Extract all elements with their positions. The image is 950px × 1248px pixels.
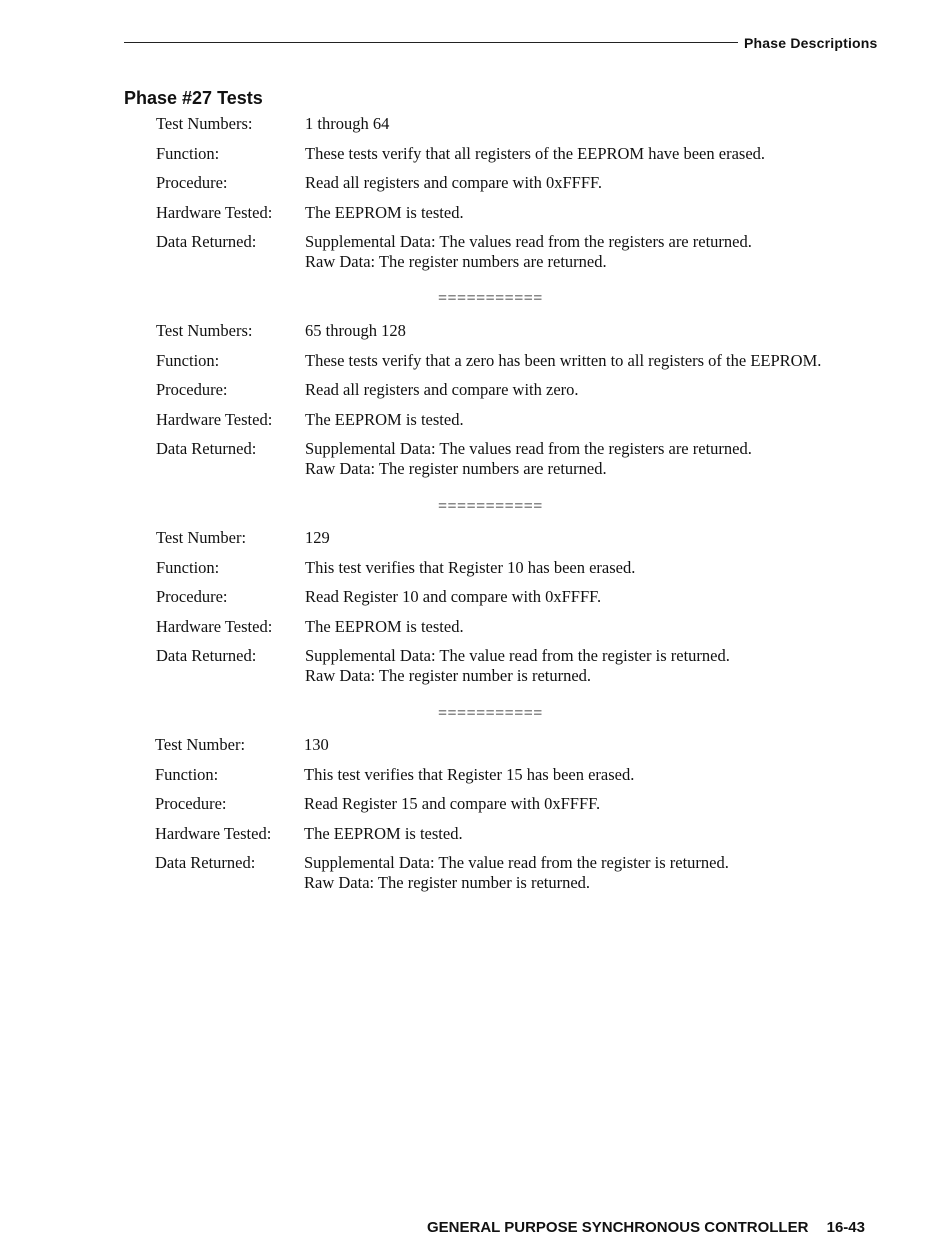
test-number-label: Test Number:: [155, 735, 246, 754]
raw-data-line: Raw Data: The register numbers are returned.: [305, 252, 607, 271]
phase-heading: Phase #27 Tests: [124, 88, 263, 108]
data-returned-label: Data Returned:: [155, 853, 256, 872]
page-number: 16-43: [826, 1219, 865, 1236]
hardware-tested-row: [156, 617, 896, 637]
procedure-row: [156, 380, 896, 400]
data-returned-value: [305, 439, 896, 479]
data-returned-label: Data Returned:: [156, 232, 257, 251]
running-header-title: Phase Descriptions: [744, 35, 878, 51]
supplemental-data-line: Supplemental Data: The values read from the registers are returned.: [305, 439, 752, 458]
data-returned-row: [156, 439, 896, 479]
function-row: [155, 765, 895, 785]
test-number-row: [156, 528, 896, 548]
function-label: Function:: [156, 350, 220, 370]
procedure-value: Read Register 10 and compare with 0xFFFF.: [305, 587, 602, 606]
function-row: [156, 558, 896, 578]
procedure-row: [156, 587, 896, 607]
data-returned-value: [304, 853, 895, 893]
raw-data-line: Raw Data: The register number is returned.: [305, 666, 592, 685]
procedure-row: [156, 173, 896, 193]
data-returned-label: Data Returned:: [156, 439, 257, 458]
procedure-label: Procedure:: [155, 794, 227, 813]
function-label: Function:: [156, 143, 220, 163]
test-numbers-label: Test Numbers:: [156, 114, 253, 133]
supplemental-data-line: Supplemental Data: The value read from the register is returned.: [305, 646, 730, 665]
test-block-65-128: [156, 321, 896, 489]
hardware-tested-value: The EEPROM is tested.: [305, 202, 464, 222]
separator-1: ===========: [438, 290, 543, 307]
hardware-tested-label: Hardware Tested:: [156, 202, 273, 222]
data-returned-label: Data Returned:: [156, 646, 257, 665]
data-returned-value: [305, 646, 896, 686]
function-label: Function:: [156, 557, 220, 577]
test-numbers-value: 1 through 64: [305, 114, 390, 133]
manual-title: GENERAL PURPOSE SYNCHRONOUS CONTROLLER: [427, 1219, 809, 1236]
data-returned-row: [156, 646, 896, 686]
procedure-value: Read Register 15 and compare with 0xFFFF.: [304, 794, 601, 813]
function-value: These tests verify that all registers of the EEPROM have been erased.: [305, 143, 766, 163]
data-returned-row: [156, 232, 896, 272]
hardware-tested-value: The EEPROM is tested.: [305, 409, 464, 429]
data-returned-row: [155, 853, 895, 893]
function-row: [156, 144, 896, 164]
hardware-tested-label: Hardware Tested:: [156, 616, 273, 636]
function-value: This test verifies that Register 15 has been erased.: [304, 764, 635, 784]
test-number-value: 130: [304, 735, 329, 754]
test-numbers-row: [156, 321, 896, 341]
procedure-label: Procedure:: [156, 380, 228, 399]
procedure-value: Read all registers and compare with 0xFFFF.: [305, 173, 603, 192]
procedure-label: Procedure:: [156, 173, 228, 192]
raw-data-line: Raw Data: The register numbers are returned.: [305, 459, 607, 478]
function-value: These tests verify that a zero has been written to all registers of the EEPROM.: [305, 350, 822, 370]
test-number-label: Test Number:: [156, 528, 247, 547]
test-number-value: 129: [305, 528, 330, 547]
separator-3: ===========: [438, 705, 543, 722]
procedure-row: [155, 794, 895, 814]
hardware-tested-value: The EEPROM is tested.: [304, 823, 463, 843]
header-rule: [124, 42, 738, 43]
test-numbers-row: [156, 114, 896, 134]
function-value: This test verifies that Register 10 has been erased.: [305, 557, 636, 577]
supplemental-data-line: Supplemental Data: The values read from the registers are returned.: [305, 232, 752, 251]
hardware-tested-label: Hardware Tested:: [156, 409, 273, 429]
test-numbers-label: Test Numbers:: [156, 321, 253, 340]
hardware-tested-value: The EEPROM is tested.: [305, 616, 464, 636]
test-block-130: [155, 735, 895, 903]
hardware-tested-label: Hardware Tested:: [155, 823, 272, 843]
procedure-value: Read all registers and compare with zero.: [305, 380, 579, 399]
data-returned-value: [305, 232, 896, 272]
page-footer: [427, 1219, 865, 1236]
hardware-tested-row: [156, 203, 896, 223]
supplemental-data-line: Supplemental Data: The value read from the register is returned.: [304, 853, 729, 872]
test-number-row: [155, 735, 895, 755]
hardware-tested-row: [155, 824, 895, 844]
function-label: Function:: [155, 764, 219, 784]
separator-2: ===========: [438, 498, 543, 515]
test-block-129: [156, 528, 896, 696]
test-block-1-64: [156, 114, 896, 282]
test-numbers-value: 65 through 128: [305, 321, 406, 340]
hardware-tested-row: [156, 410, 896, 430]
procedure-label: Procedure:: [156, 587, 228, 606]
raw-data-line: Raw Data: The register number is returned.: [304, 873, 591, 892]
function-row: [156, 351, 896, 371]
